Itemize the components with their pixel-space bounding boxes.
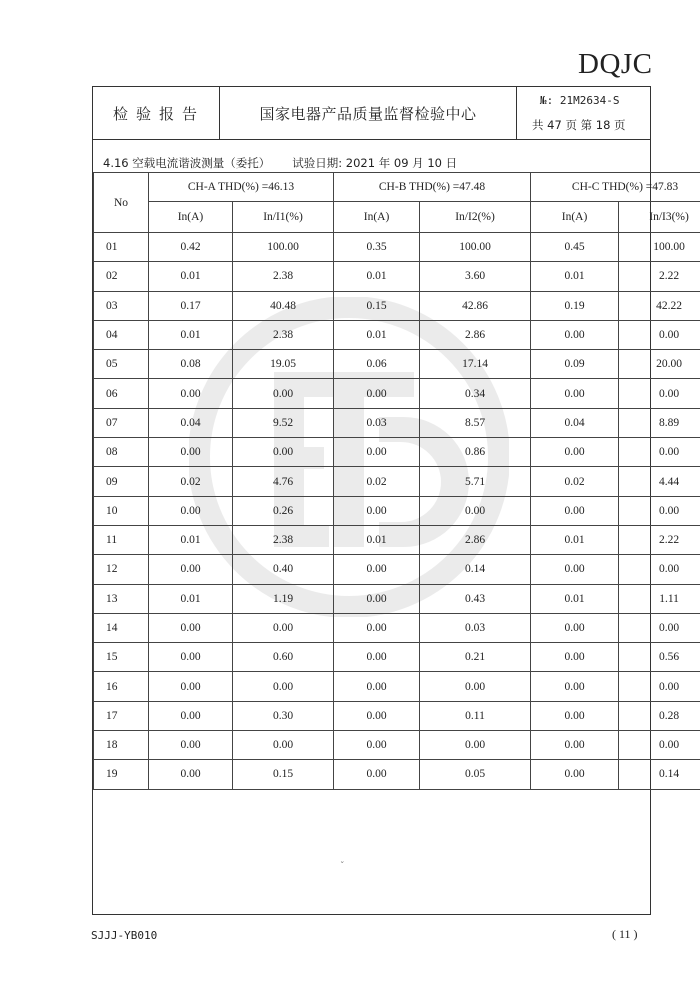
table-cell: 0.00	[149, 672, 233, 701]
table-cell: 0.01	[149, 320, 233, 349]
col-b-ratio: In/I2(%)	[420, 202, 531, 233]
report-type-label: 检验报告	[93, 87, 220, 139]
harmonic-order: 02	[94, 262, 149, 291]
form-code: SJJJ-YB010	[91, 929, 158, 942]
table-cell: 100.00	[233, 233, 334, 262]
table-cell: 4.44	[619, 467, 700, 496]
table-cell: 0.00	[149, 379, 233, 408]
table-cell: 4.76	[233, 467, 334, 496]
table-cell: 0.02	[531, 467, 619, 496]
table-cell: 0.00	[334, 438, 420, 467]
table-cell: 0.26	[233, 496, 334, 525]
table-cell: 2.38	[233, 525, 334, 554]
table-row	[94, 467, 700, 496]
table-cell: 0.40	[233, 555, 334, 584]
table-cell: 0.00	[619, 555, 700, 584]
table-cell: 8.57	[420, 408, 531, 437]
table-cell: 0.00	[334, 379, 420, 408]
table-cell: 0.00	[149, 701, 233, 730]
table-cell: 0.15	[233, 760, 334, 789]
table-cell: 0.00	[531, 320, 619, 349]
table-cell: 0.35	[334, 233, 420, 262]
table-cell: 0.00	[334, 555, 420, 584]
table-cell: 0.34	[420, 379, 531, 408]
table-cell: 1.19	[233, 584, 334, 613]
section-title: 4.16 空载电流谐波测量（委托）	[103, 156, 271, 170]
table-cell: 0.01	[149, 262, 233, 291]
table-cell: 2.38	[233, 262, 334, 291]
harmonic-order: 15	[94, 643, 149, 672]
table-cell: 0.00	[531, 496, 619, 525]
table-cell: 0.45	[531, 233, 619, 262]
table-cell: 0.19	[531, 291, 619, 320]
table-cell: 0.01	[149, 584, 233, 613]
table-row	[94, 731, 700, 760]
table-row	[94, 350, 700, 379]
table-cell: 0.00	[233, 438, 334, 467]
table-cell: 0.06	[334, 350, 420, 379]
page-count: 共 47 页 第 18 页	[532, 118, 626, 132]
table-cell: 0.30	[233, 701, 334, 730]
table-cell: 0.04	[531, 408, 619, 437]
col-c-current: In(A)	[531, 202, 619, 233]
table-cell: 0.00	[531, 672, 619, 701]
table-cell: 0.00	[619, 731, 700, 760]
table-cell: 0.09	[531, 350, 619, 379]
table-cell: 0.00	[233, 613, 334, 642]
table-cell: 0.14	[420, 555, 531, 584]
table-cell: 0.01	[531, 262, 619, 291]
channel-a-header: CH-A THD(%) =46.13	[149, 173, 334, 202]
table-cell: 100.00	[619, 233, 700, 262]
table-cell: 0.05	[420, 760, 531, 789]
table-cell: 0.00	[619, 672, 700, 701]
table-cell: 0.42	[149, 233, 233, 262]
table-row	[94, 760, 700, 789]
table-cell: 0.43	[420, 584, 531, 613]
table-cell: 0.14	[619, 760, 700, 789]
table-cell: 42.22	[619, 291, 700, 320]
table-row	[94, 555, 700, 584]
harmonic-order: 12	[94, 555, 149, 584]
table-cell: 0.00	[149, 731, 233, 760]
table-row	[94, 262, 700, 291]
harmonic-order: 01	[94, 233, 149, 262]
table-body	[94, 233, 700, 790]
table-cell: 0.00	[334, 613, 420, 642]
harmonic-order: 17	[94, 701, 149, 730]
section-line	[103, 155, 457, 171]
table-cell: 0.00	[334, 731, 420, 760]
table-cell: 0.00	[233, 672, 334, 701]
harmonic-order: 18	[94, 731, 149, 760]
table-cell: 0.00	[420, 731, 531, 760]
table-cell: 0.15	[334, 291, 420, 320]
table-row	[94, 379, 700, 408]
table-cell: 0.00	[619, 496, 700, 525]
table-cell: 0.00	[149, 555, 233, 584]
harmonic-order: 06	[94, 379, 149, 408]
table-cell: 0.00	[531, 438, 619, 467]
table-row	[94, 408, 700, 437]
table-cell: 40.48	[233, 291, 334, 320]
table-cell: 0.00	[531, 379, 619, 408]
table-cell: 20.00	[619, 350, 700, 379]
table-cell: 1.11	[619, 584, 700, 613]
table-cell: 100.00	[420, 233, 531, 262]
table-cell: 0.00	[334, 496, 420, 525]
table-cell: 2.38	[233, 320, 334, 349]
table-cell: 0.00	[233, 731, 334, 760]
table-cell: 0.21	[420, 643, 531, 672]
table-row	[94, 525, 700, 554]
table-cell: 0.00	[619, 379, 700, 408]
table-row	[94, 643, 700, 672]
harmonic-order: 09	[94, 467, 149, 496]
table-row	[94, 584, 700, 613]
table-cell: 17.14	[420, 350, 531, 379]
table-cell: 2.86	[420, 320, 531, 349]
harmonic-order: 08	[94, 438, 149, 467]
harmonic-order: 10	[94, 496, 149, 525]
harmonic-order: 16	[94, 672, 149, 701]
table-cell: 0.00	[334, 760, 420, 789]
table-cell: 0.17	[149, 291, 233, 320]
table-cell: 0.00	[334, 701, 420, 730]
no-header: No	[94, 173, 149, 233]
test-date: 试验日期: 2021 年 09 月 10 日	[292, 156, 458, 170]
table-cell: 0.86	[420, 438, 531, 467]
harmonic-order: 04	[94, 320, 149, 349]
harmonic-table	[93, 172, 700, 790]
table-cell: 0.00	[531, 701, 619, 730]
table-cell: 0.00	[531, 555, 619, 584]
table-cell: 0.00	[420, 496, 531, 525]
table-cell: 0.04	[149, 408, 233, 437]
report-number: №: 21M2634-S	[540, 94, 620, 107]
table-cell: 0.00	[149, 438, 233, 467]
channel-c-header: CH-C THD(%) =47.83	[531, 173, 700, 202]
table-cell: 0.01	[531, 525, 619, 554]
table-row	[94, 613, 700, 642]
table-cell: 0.00	[531, 731, 619, 760]
table-row	[94, 701, 700, 730]
report-frame	[92, 86, 689, 915]
table-row	[94, 233, 700, 262]
col-b-current: In(A)	[334, 202, 420, 233]
table-cell: 0.00	[531, 760, 619, 789]
table-cell: 0.00	[334, 584, 420, 613]
table-cell: 0.00	[619, 320, 700, 349]
table-cell: 19.05	[233, 350, 334, 379]
harmonic-order: 03	[94, 291, 149, 320]
table-cell: 0.01	[334, 320, 420, 349]
table-cell: 2.22	[619, 262, 700, 291]
table-cell: 0.00	[531, 613, 619, 642]
table-cell: 0.11	[420, 701, 531, 730]
table-cell: 0.03	[420, 613, 531, 642]
table-cell: 0.56	[619, 643, 700, 672]
table-cell: 2.22	[619, 525, 700, 554]
page-number: ( 11 )	[612, 927, 638, 941]
col-a-ratio: In/I1(%)	[233, 202, 334, 233]
table-cell: 0.03	[334, 408, 420, 437]
scan-mark: ˇ	[340, 862, 345, 872]
table-cell: 0.00	[149, 760, 233, 789]
table-cell: 0.00	[149, 496, 233, 525]
table-cell: 3.60	[420, 262, 531, 291]
report-header	[93, 87, 650, 140]
table-cell: 8.89	[619, 408, 700, 437]
table-cell: 0.01	[531, 584, 619, 613]
table-cell: 0.01	[149, 525, 233, 554]
harmonic-order: 05	[94, 350, 149, 379]
table-cell: 42.86	[420, 291, 531, 320]
col-a-current: In(A)	[149, 202, 233, 233]
table-cell: 0.00	[334, 643, 420, 672]
table-cell: 0.60	[233, 643, 334, 672]
table-cell: 0.02	[149, 467, 233, 496]
harmonic-order: 19	[94, 760, 149, 789]
table-cell: 0.00	[531, 643, 619, 672]
table-cell: 0.28	[619, 701, 700, 730]
table-row	[94, 291, 700, 320]
table-row	[94, 438, 700, 467]
report-meta	[516, 87, 650, 139]
organization-name: 国家电器产品质量监督检验中心	[220, 87, 517, 139]
table-cell: 0.00	[149, 613, 233, 642]
table-row	[94, 320, 700, 349]
table-cell: 0.00	[619, 438, 700, 467]
table-cell: 0.00	[233, 379, 334, 408]
table-cell: 0.08	[149, 350, 233, 379]
harmonic-order: 07	[94, 408, 149, 437]
table-row	[94, 672, 700, 701]
table-cell: 0.00	[334, 672, 420, 701]
table-row	[94, 496, 700, 525]
table-cell: 0.01	[334, 262, 420, 291]
table-cell: 5.71	[420, 467, 531, 496]
table-cell: 0.02	[334, 467, 420, 496]
table-cell: 9.52	[233, 408, 334, 437]
channel-b-header: CH-B THD(%) =47.48	[334, 173, 531, 202]
table-cell: 0.01	[334, 525, 420, 554]
table-cell: 0.00	[149, 643, 233, 672]
harmonic-order: 11	[94, 525, 149, 554]
harmonic-order: 13	[94, 584, 149, 613]
table-cell: 2.86	[420, 525, 531, 554]
brand-mark: DQJC	[578, 48, 653, 80]
table-cell: 0.00	[619, 613, 700, 642]
table-cell: 0.00	[420, 672, 531, 701]
col-c-ratio: In/I3(%)	[619, 202, 700, 233]
harmonic-order: 14	[94, 613, 149, 642]
